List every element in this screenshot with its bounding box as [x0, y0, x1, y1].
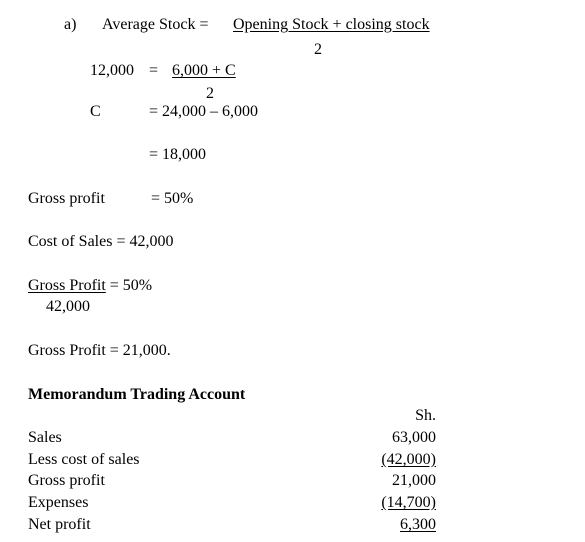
- row-label-net-profit: Net profit: [28, 516, 91, 533]
- gross-profit-result: Gross Profit = 21,000.: [28, 342, 171, 359]
- step1-denominator: 2: [206, 85, 214, 102]
- part-label: a): [64, 16, 77, 33]
- cost-of-sales-line: Cost of Sales = 42,000: [28, 233, 174, 250]
- step2-expression: = 24,000 – 6,000: [149, 103, 259, 120]
- average-stock-denominator: 2: [314, 41, 322, 58]
- gross-profit-label: Gross profit: [28, 190, 105, 207]
- row-label-gross-profit: Gross profit: [28, 472, 105, 489]
- average-stock-label: Average Stock =: [102, 16, 209, 33]
- net-profit-value: 6,300: [400, 516, 436, 533]
- step1-equals: =: [149, 62, 159, 79]
- cost-of-sales-value: (42,000): [381, 451, 436, 468]
- average-stock-numerator: Opening Stock + closing stock: [233, 16, 430, 33]
- row-value-net-profit: [316, 515, 436, 535]
- trading-account-title: Memorandum Trading Account: [28, 386, 246, 403]
- row-value-gross-profit: 21,000: [392, 472, 436, 489]
- expenses-value: (14,700): [381, 494, 436, 511]
- step1-lhs: 12,000: [90, 62, 134, 79]
- row-label-expenses: Expenses: [28, 494, 89, 511]
- row-value-expenses: [316, 493, 436, 513]
- gross-profit-rate: = 50%: [151, 190, 194, 207]
- step2-variable: C: [90, 103, 101, 120]
- gp-fraction-numerator: Gross Profit: [28, 277, 106, 294]
- step1-numerator: 6,000 + C: [172, 62, 236, 79]
- gp-fraction-rhs: = 50%: [105, 277, 153, 294]
- row-label-sales: Sales: [28, 429, 62, 446]
- row-label-cost-of-sales: Less cost of sales: [28, 451, 140, 468]
- currency-header: Sh.: [415, 407, 436, 424]
- step3-result: = 18,000: [149, 146, 207, 163]
- gp-fraction-denominator: 42,000: [46, 298, 90, 315]
- gp-fraction-row: [28, 276, 152, 296]
- row-value-cost-of-sales: [316, 450, 436, 470]
- row-value-sales: 63,000: [392, 429, 436, 446]
